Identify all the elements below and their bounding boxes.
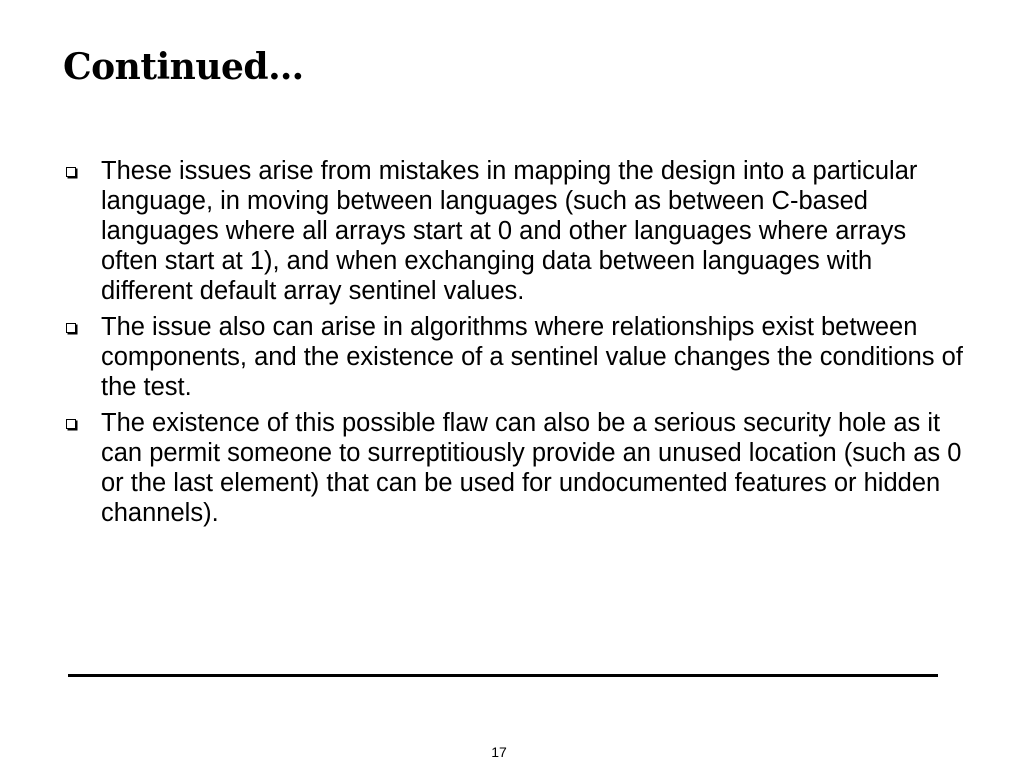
bullet-text: The issue also can arise in algorithms where relationships exist between components, and the existence of a sentinel value changes the conditions of the test. bbox=[101, 313, 963, 401]
bullet-item bbox=[66, 408, 966, 528]
bullet-item bbox=[66, 312, 966, 402]
page-number: 17 bbox=[491, 744, 507, 760]
footer-divider bbox=[68, 674, 938, 677]
bullet-list bbox=[66, 156, 966, 534]
square-bullet-icon bbox=[66, 167, 76, 177]
slide-title: Continued… bbox=[63, 46, 304, 88]
bullet-item bbox=[66, 156, 966, 306]
square-bullet-icon bbox=[66, 419, 76, 429]
square-bullet-icon bbox=[66, 323, 76, 333]
bullet-text: The existence of this possible flaw can also be a serious security hole as it can permit someone to surreptitiously provide an unused location (such as 0 or the last element) that can be used for undocumented features or hidden channels). bbox=[101, 409, 962, 527]
bullet-text: These issues arise from mistakes in mapping the design into a particular language, in moving between languages (such as between C-based languages where all arrays start at 0 and other languages where arrays often start at 1), and when exchanging data between languages with different default array sentinel values. bbox=[101, 157, 918, 305]
